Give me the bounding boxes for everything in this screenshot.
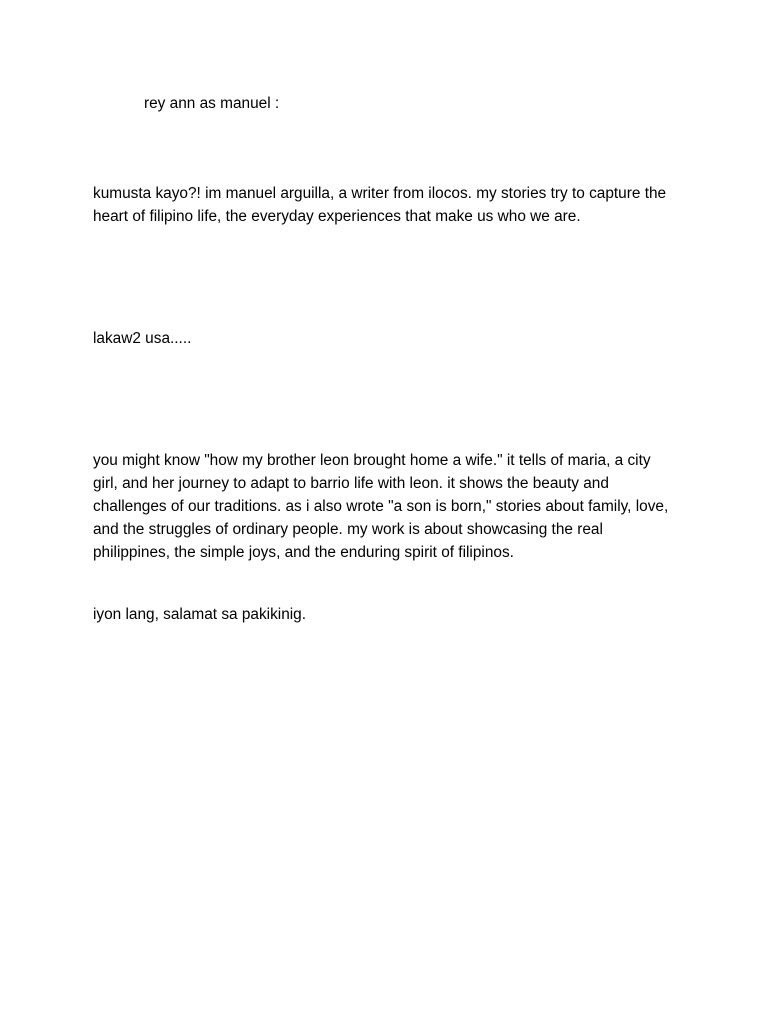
works-paragraph: you might know "how my brother leon brought home a wife." it tells of maria, a city girl, and her journey to adapt to barrio life with leon. it shows the beauty and challenges of our traditions. as i also wrote "a son is born," stories about family, love, and the struggles of ordinary people. my work is about showcasing the real philippines, the simple joys, and the enduring spirit of filipinos. xyxy=(93,452,669,561)
transition-paragraph: lakaw2 usa..... xyxy=(93,330,192,347)
closing-paragraph: iyon lang, salamat sa pakikinig. xyxy=(93,606,307,623)
intro-paragraph: kumusta kayo?! im manuel arguilla, a writer from ilocos. my stories try to capture the heart of filipino life, the everyday experiences that make us who we are. xyxy=(93,185,667,225)
speaker-heading: rey ann as manuel : xyxy=(144,95,280,112)
